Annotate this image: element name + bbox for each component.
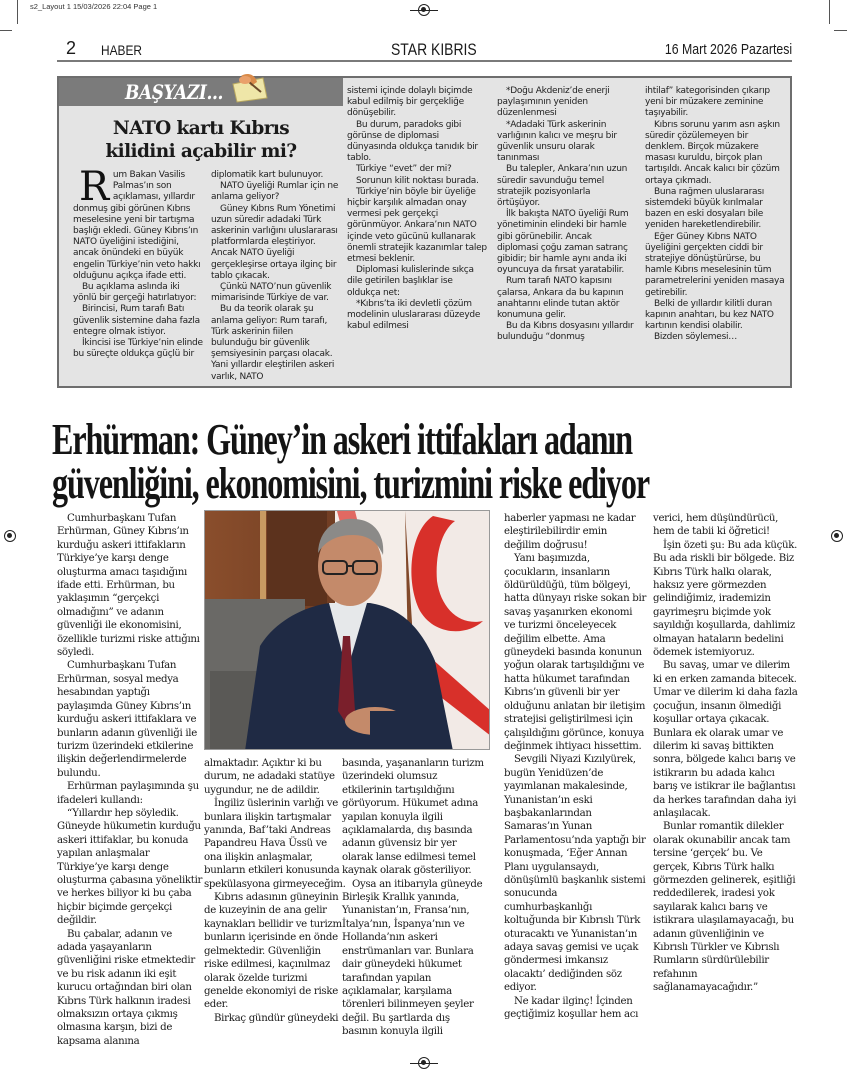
paragraph: Sorunun kilit noktası burada.: [356, 175, 479, 186]
editorial-banner-label: BAŞYAZI...: [125, 80, 223, 104]
paragraph: Buna rağmen uluslararası sistemdeki büyük kırılmalar bazen en eski dosyaları bile yeniden hareketlendirebilir.: [645, 186, 764, 231]
paragraph: Bizden söylemesi…: [654, 332, 738, 343]
editorial-box: [57, 76, 792, 388]
paragraph: Çünkü NATO’nun güvenlik mimarisinde Türkiye de var.: [211, 282, 332, 304]
headline-line: güvenliğini, ekonomisini, turizmini riske ediyor: [52, 459, 650, 508]
paragraph: Diplomasi kulislerinde sıkça dile getirilen başlıklar ise oldukça net:: [347, 265, 474, 298]
paragraph: Cumhurbaşkanı Tufan Erhürman, Güney Kıbrıs’ın kurduğu askeri ittifakların Türkiye’ye karşı denge oluşturma amacı taşıdığını ifade etti. Erhürman, bu yaklaşımın “gerçekçi olmadığını” ve adanın güvenliği ile ekonomisini, özellikle turizmi riske attığını söyledi.: [57, 513, 200, 659]
paragraph: Bu savaş, umar ve dilerim ki en erken zamanda bitecek. Umar ve dilerim ki daha fazla çocuğun, insanın ölmediği koşullar ortaya çıkacak. Bunlara ek olarak umar ve dilerim ki savaş bittikten sonra, bölgede kalıcı barış ve istikrarın bu adada kalıcı barış ve istikrar ile bağlantısı da herkes tarafından daha iyi anlaşılacak.: [653, 660, 798, 819]
paragraph: Bu çabalar, adanın ve adada yaşayanların güvenliğini riske etmektedir ve bu risk adanın iki eşit kurucu ortağından biri olan Kıbrıs Türk halkının iradesi olmaksızın ortaya çıkmış olmasına karşın, bizi de kapsama alanına: [57, 928, 195, 1047]
paragraph: Sevgili Niyazi Kızılyürek, bugün Yenidüzen’de yayımlanan makalesinde, Yunanistan’ın eski başbakanlarından Samaras’ın Yunan Parlamentosu’nda yaptığı bir konuşmada, ‘Eğer Annan Planı uygulansaydı, dönüşümlü başkanlık sistemi sonucunda cumhurbaşkanlığı koltuğunda bir Kıbrıslı Türk oturacaktı ve Yunanistan’ın adaya savaş gemisi ve uçak göndermesi imkansız olacaktı’ dediğinden söz ediyor.: [504, 754, 646, 994]
paragraph: um Bakan Vasilis Palmas’ın son açıklaması, yıllardır donmuş gibi görünen Kıbrıs meselesine yeni bir tartışma başlığı ekledi. Güney Kıbrıs’ın NATO üyeliğini istediğini, ancak önündeki en büyük engelin Türkiye’nin veto hakkı olduğunu açıkça ifade etti.: [73, 170, 201, 281]
crop-mark: [829, 0, 830, 24]
masthead: STAR KIBRIS: [391, 40, 477, 59]
paragraph: *Kıbrıs’ta iki devletli çözüm modelinin uluslararası düzeyde kabul edilmesi: [347, 298, 481, 332]
paragraph: Birkaç gündür güneydeki: [214, 1012, 339, 1024]
portrait-image: [205, 511, 490, 750]
editorial-column-1: [73, 164, 203, 360]
paragraph: Yanı başımızda, çocukların, insanların öldürüldüğü, tüm bölgeyi, hatta dünyayı riske sokan bir savaş yaşanırken ekonomi ve turizmi önceleyecek değilim elbette. Ama güneydeki basında konunun yoğun olarak tartışıldığını ve hatta hükumet tarafından Kıbrıs’ın güvenli bir yer olduğunu anlatan bir iletişim stratejisi geliştirilmesi için çalışıldığını görünce, konuya değinmek ihtiyacı hissettim.: [504, 553, 647, 752]
paragraph: Bu açıklama aslında iki yönlü bir gerçeği hatırlatıyor:: [73, 282, 197, 304]
paragraph: Bu da teorik olarak şu anlama geliyor: Rum tarafı, Türk askerinin fiilen bulunduğu bir güvenlik şemsiyesinin parçası olacak. Yani yıllardır eleştirilen askeri varlık, NATO: [211, 304, 335, 382]
paragraph: almaktadır. Açıktır ki bu durum, ne adadaki statüye uygundur, ne de adildir.: [204, 758, 335, 796]
drop-cap: R: [79, 164, 109, 210]
issue-date: 16 Mart 2026 Pazartesi: [664, 41, 792, 58]
headline-line: Erhürman: Güney’in askeri ittifakları adanın: [52, 415, 633, 464]
paragraph: Kıbrıs sorunu yarım asrı aşkın süredir çözülemeyen bir denklem. Birçok müzakere masası kuruldu, birçok plan tartışıldı. Ancak kalıcı bir çözüm ortaya çıkmadı.: [645, 119, 780, 186]
editorial-column-2: [211, 170, 339, 383]
article-column-1: [57, 512, 203, 1048]
paragraph: Ne kadar ilginç! İçinden geçtiğimiz koşullar hem acı: [504, 995, 639, 1021]
paragraph: haberler yapması ne kadar eleştirilebilirdir emin değilim doğrusu!: [504, 513, 636, 551]
registration-mark-icon: [418, 4, 430, 16]
paragraph: Rum tarafı NATO kapısını çalarsa, Ankara da bu kapının anahtarını elinde tutan aktör konumuna gelir.: [497, 276, 624, 321]
paragraph: İşin özeti şu: Bu ada küçük. Bu ada riskli bir bölgede. Biz Kıbrıs Türk halkı olarak, haksız yere görmezden gelindiğimiz, irademizin gayrimeşru biçimde yok sayıldığı koşullarda, dahlimiz olmayan hataların bedelini ödemek istemiyoruz.: [653, 539, 798, 659]
article-column-4: [504, 512, 646, 1021]
editorial-title-line: NATO kartı Kıbrıs: [112, 118, 290, 139]
paragraph: Cumhurbaşkanı Tufan Erhürman, sosyal medya hesabından yaptığı paylaşımda Güney Kıbrıs’ın kurduğu askeri ittifaklara ve bunların adanın güvenliği ile turizm üzerindeki etkilerine ilişkin değerlendirmelerde bulundu.: [57, 660, 197, 779]
editorial-column-3: [347, 86, 487, 332]
editorial-title-line: kilidini açabilir mi?: [105, 141, 297, 162]
editorial-title: [59, 117, 343, 163]
paragraph: Bu talepler, Ankara’nın uzun süredir savunduğu temel stratejik pozisyonlarla örtüşüyor.: [497, 164, 628, 209]
article-headline: [52, 415, 797, 508]
article-column-3: [342, 757, 486, 1039]
print-slug: s2_Layout 1 15/03/2026 22:04 Page 1: [30, 2, 158, 11]
crop-mark: [834, 30, 847, 31]
paragraph: Kıbrıs adasının güneyinin de kuzeyinin de ana gelir kaynakları bellidir ve turizm bunların içerisinde en önde gelmektedir. Güvenliğin riske edilmesi, kaçınılmaz olarak özelde turizmi genelde ekonomiyi de riske eder.: [204, 892, 342, 1011]
paragraph: Bunlar romantik dilekler olarak okunabilir ancak tam tersine ‘gerçek’ bu. Ve gerçek, Kıbrıs Türk halkı görmezden gelinerek, eşitliği reddedilerek, iradesi yok sayılarak kalıcı barış ve istikrara ulaşılamayacağı, bu adanın güvenliğinin ve Kıbrıslı Türkler ve Kıbrıslı Rumların sürdürülebilir refahının sağlanamayacağıdır.”: [653, 821, 796, 994]
paragraph: basında, yaşananların turizm üzerindeki olumsuz etkilerinin tartışıldığını görüyorum. Hükumet adına yapılan konuyla ilgili açıklamalarda, dış basında adanın güvensiz bir yer olarak lanse edilmesi temel kaynak olarak gösteriliyor.: [342, 758, 484, 877]
article-photo: [204, 510, 490, 750]
paragraph: Belki de yıllardır kilitli duran kapının anahtarı, bu kez NATO kartının kendisi olabilir.: [645, 298, 774, 332]
crop-mark: [0, 30, 12, 31]
paragraph: Güney Kıbrıs Rum Yönetimi uzun süredir adadaki Türk askerinin varlığını uluslararası platformlarda eleştiriyor. Ancak NATO üyeliği gerçekleşirse ortaya ilginç bir tablo çıkacak.: [211, 203, 338, 281]
paragraph: ihtilaf” kategorisinden çıkarıp yeni bir müzakere zeminine taşıyabilir.: [645, 86, 770, 119]
paragraph: *Doğu Akdeniz’de enerji paylaşımının yeniden düzenlenmesi: [497, 86, 610, 119]
paragraph: Erhürman paylaşımında şu ifadeleri kullandı:: [57, 781, 199, 806]
page-number: 2: [66, 38, 77, 58]
registration-mark-icon: [418, 1057, 430, 1069]
article-column-2: [204, 757, 346, 1025]
paragraph: *Adadaki Türk askerinin varlığının kalıcı ve meşru bir güvenlik unsuru olarak tanınması: [497, 119, 617, 164]
paragraph: Bu da Kıbrıs dosyasını yıllardır bulunduğu “donmuş: [497, 321, 634, 343]
paragraph: Eğer Güney Kıbrıs NATO üyeliğini gerçekten ciddi bir stratejiye dönüştürürse, bu hamle Kıbrıs meselesinin tüm parametrelerini yeniden masaya getirebilir.: [645, 231, 785, 298]
registration-mark-icon: [831, 530, 843, 542]
paragraph: İngiliz üslerinin varlığı ve bunlara ilişkin tartışmalar yanında, Baf’taki Andreas Papandreu Hava Üssü ve ona ilişkin anlaşmalar, bunların etkileri konusunda spekülasyona girmeyeceğim.: [204, 798, 346, 890]
section-label: HABER: [101, 42, 142, 58]
paragraph: Oysa an itibarıyla güneyde Birleşik Krallık yanında, Yunanistan’ın, Fransa’nın, İtalya’nın, İspanya’nın ve Hollanda’nın askeri enstrümanları var. Bunlara dair güneydeki hükumet tarafından yapılan açıklamalar, karşılama törenleri bilinmeyen şeyler değil. Bu şartlarda dış basının konuyla ilgili: [342, 878, 483, 1038]
paragraph: İlk bakışta NATO üyeliği Rum yönetiminin elindeki bir hamle gibi görünebilir. Ancak diplomasi çoğu zaman satranç gibidir; bir hamle aynı anda iki oyuncuya da fırsat yaratabilir.: [497, 209, 629, 276]
paragraph: Bu durum, paradoks gibi görünse de diplomasi dünyasında oldukça tanıdık bir tablo.: [347, 119, 478, 164]
registration-mark-icon: [4, 530, 16, 542]
editorial-banner: [59, 78, 343, 106]
editorial-column-4: [497, 86, 635, 344]
crop-mark: [17, 0, 18, 24]
paragraph: Birincisi, Rum tarafı Batı güvenlik sistemine daha fazla entegre olmak istiyor.: [73, 304, 200, 337]
paragraph: diplomatik kart bulunuyor.: [211, 170, 324, 180]
paragraph: İkincisi ise Türkiye’nin elinde bu süreçte oldukça güçlü bir: [73, 338, 203, 360]
paragraph: sistemi içinde dolaylı biçimde kabul edilmiş bir gerçekliğe dönüşebilir.: [347, 86, 473, 119]
quill-pen-icon: [227, 68, 271, 104]
article-column-5: [653, 512, 801, 995]
paragraph: verici, hem düşündürücü, hem de tabii ki öğretici!: [653, 513, 779, 538]
paragraph: Türkiye’nin böyle bir üyeliğe hiçbir karşılık almadan onay vermesi pek gerçekçi görünmüyor. Ankara’nın NATO içinde veto gücünü kullanarak önemli stratejik kazanımlar talep etmesi beklenir.: [347, 186, 487, 265]
paragraph: Türkiye “evet” der mi?: [356, 164, 452, 175]
editorial-column-5: [645, 86, 785, 344]
paragraph: NATO üyeliği Rumlar için ne anlama geliyor?: [211, 181, 339, 203]
page-header: [57, 38, 792, 62]
paragraph: “Yıllardır hep söyledik. Güneyde hükumetin kurduğu askeri ittifaklar, bu konuda yapılan anlaşmalar Türkiye’ye karşı denge oluşturma çabasına yöneliktir ve herkes biliyor ki bu çaba hiçbir biçimde gerçekçi değildir.: [57, 807, 203, 927]
